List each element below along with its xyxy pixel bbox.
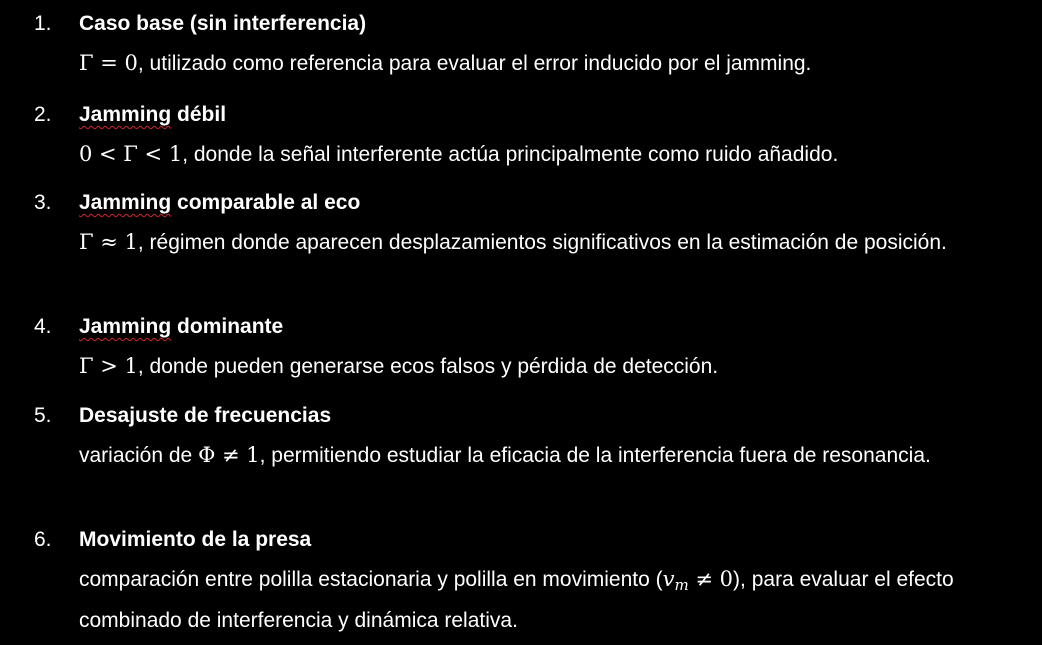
item-heading [79, 314, 283, 340]
description-text: , permitiendo estudiar la eficacia de la interferencia fuera de resonancia. [259, 444, 931, 467]
item-number: 2. [34, 103, 52, 126]
heading-text: dominante [171, 315, 284, 338]
spellcheck-flagged-word: Jamming [79, 103, 172, 126]
description-text: , utilizado como referencia para evaluar el error inducido por el jamming. [137, 52, 812, 75]
heading-text: Movimiento de la presa [79, 528, 312, 551]
math-expression: Γ > 1 [79, 354, 138, 378]
item-heading [79, 102, 226, 128]
item-number: 4. [34, 315, 52, 338]
spellcheck-flagged-word: Jamming [79, 315, 172, 338]
item-number: 5. [34, 404, 52, 427]
heading-text: débil [171, 103, 227, 126]
description-text: ), para evaluar el efecto combinado de interferencia y dinámica relativa. [79, 568, 954, 632]
math-expression [662, 567, 734, 594]
item-description [79, 225, 1009, 260]
item-description [79, 438, 999, 473]
heading-text: Desajuste de frecuencias [79, 404, 332, 427]
item-description [79, 137, 1019, 172]
math-expression: Γ = 0 [79, 51, 138, 75]
item-description [79, 46, 1019, 81]
description-text: variación de [79, 444, 199, 467]
item-heading [79, 11, 366, 37]
heading-text: comparable al eco [171, 191, 361, 214]
item-heading [79, 527, 311, 553]
item-heading [79, 190, 360, 216]
description-text: , donde la señal interferente actúa principalmente como ruido añadido. [182, 143, 839, 166]
description-text: , régimen donde aparecen desplazamientos significativos en la estimación de posición. [137, 231, 947, 254]
math-variable: v [662, 567, 675, 591]
item-number: 6. [34, 528, 52, 551]
item-description [79, 562, 999, 638]
math-expression: 0 < Γ < 1 [79, 142, 183, 166]
math-subscript: m [674, 576, 689, 594]
math-expression: Φ ≠ 1 [198, 443, 260, 467]
item-description [79, 349, 1019, 384]
spellcheck-flagged-word: Jamming [79, 191, 172, 214]
description-text: comparación entre polilla estacionaria y polilla en movimiento ( [79, 568, 663, 591]
item-number: 3. [34, 191, 52, 214]
heading-text: Caso base (sin interferencia) [79, 12, 367, 35]
math-relation: ≠ 0 [688, 567, 734, 591]
description-text: , donde pueden generarse ecos falsos y pérdida de detección. [137, 355, 719, 378]
item-heading [79, 403, 331, 429]
item-number: 1. [34, 12, 52, 35]
math-expression: Γ ≈ 1 [79, 230, 138, 254]
